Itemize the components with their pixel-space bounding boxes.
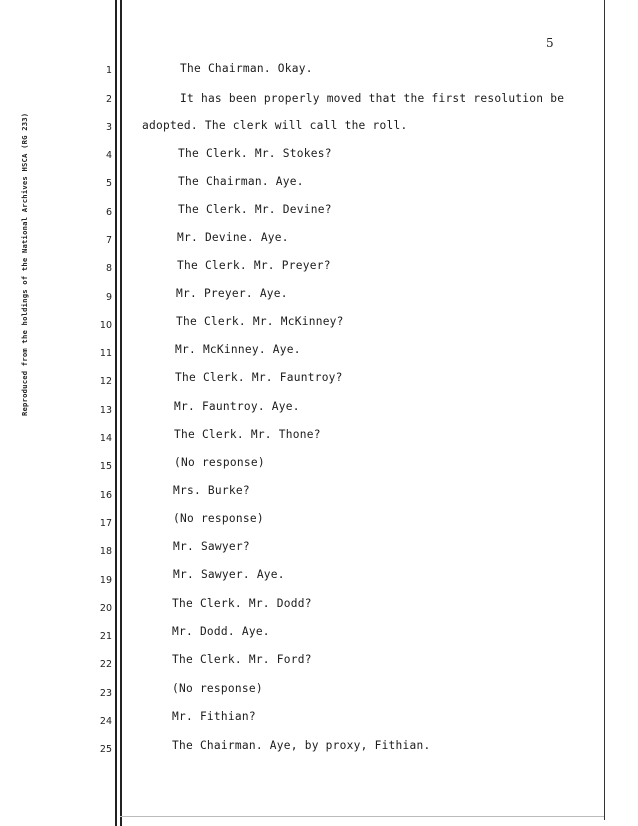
archive-side-note	[20, 18, 40, 418]
line-number: 8	[105, 263, 112, 274]
line-number: 22	[99, 659, 112, 670]
transcript-line: (No response)	[172, 682, 263, 695]
transcript-line: (No response)	[174, 456, 265, 469]
line-number: 10	[99, 320, 112, 331]
transcript-line: Mr. Preyer. Aye.	[176, 287, 288, 300]
transcript-line: The Clerk. Mr. Stokes?	[178, 147, 332, 160]
line-number: 13	[99, 405, 112, 416]
transcript-line: The Clerk. Mr. Ford?	[172, 653, 312, 666]
transcript-line: (No response)	[173, 512, 264, 525]
left-margin-rule-outer	[115, 0, 117, 826]
line-number: 20	[99, 603, 112, 614]
transcript-line: The Clerk. Mr. Preyer?	[177, 259, 331, 272]
line-number: 2	[105, 94, 112, 105]
transcript-line: Mr. Fithian?	[172, 710, 256, 723]
line-number: 14	[99, 433, 112, 444]
line-number: 16	[99, 490, 112, 501]
transcript-line: The Chairman. Aye.	[178, 175, 304, 188]
line-number: 9	[105, 292, 112, 303]
line-number: 1	[105, 65, 112, 76]
transcript-line: Mrs. Burke?	[173, 484, 250, 497]
line-number: 7	[105, 235, 112, 246]
line-number: 25	[99, 744, 112, 755]
line-number: 3	[105, 122, 112, 133]
line-number: 23	[99, 688, 112, 699]
line-number: 15	[99, 461, 112, 472]
line-number: 21	[99, 631, 112, 642]
transcript-line: The Chairman. Okay.	[180, 62, 313, 75]
line-number: 6	[105, 207, 112, 218]
transcript-line: The Clerk. Mr. Fauntroy?	[175, 371, 343, 384]
transcript-line: Mr. Dodd. Aye.	[172, 625, 270, 638]
page-number: 5	[546, 36, 554, 50]
bottom-edge-line	[120, 816, 604, 817]
line-number: 19	[99, 575, 112, 586]
transcript-line: Mr. McKinney. Aye.	[175, 343, 301, 356]
transcript-line: adopted. The clerk will call the roll.	[142, 119, 408, 132]
line-number: 11	[99, 348, 112, 359]
transcript-line: Mr. Devine. Aye.	[177, 231, 289, 244]
line-number: 24	[99, 716, 112, 727]
right-margin-rule	[604, 0, 605, 820]
left-margin-rule-inner	[120, 0, 122, 826]
transcript-line: Mr. Fauntroy. Aye.	[174, 400, 300, 413]
line-number: 4	[105, 150, 112, 161]
line-number: 12	[99, 376, 112, 387]
transcript-line: Mr. Sawyer. Aye.	[173, 568, 285, 581]
line-number: 5	[105, 178, 112, 189]
transcript-line: The Clerk. Mr. Devine?	[178, 203, 332, 216]
transcript-line: Mr. Sawyer?	[173, 540, 250, 553]
transcript-line: The Clerk. Mr. Thone?	[174, 428, 321, 441]
archive-side-note-text: Reproduced from the holdings of the National Archives HSCA (RG 233)	[20, 112, 29, 416]
line-number: 17	[99, 518, 112, 529]
line-number: 18	[99, 546, 112, 557]
transcript-line: The Clerk. Mr. McKinney?	[176, 315, 344, 328]
transcript-line: It has been properly moved that the first resolution be	[180, 92, 565, 105]
transcript-line: The Clerk. Mr. Dodd?	[172, 597, 312, 610]
transcript-line: The Chairman. Aye, by proxy, Fithian.	[172, 739, 431, 752]
